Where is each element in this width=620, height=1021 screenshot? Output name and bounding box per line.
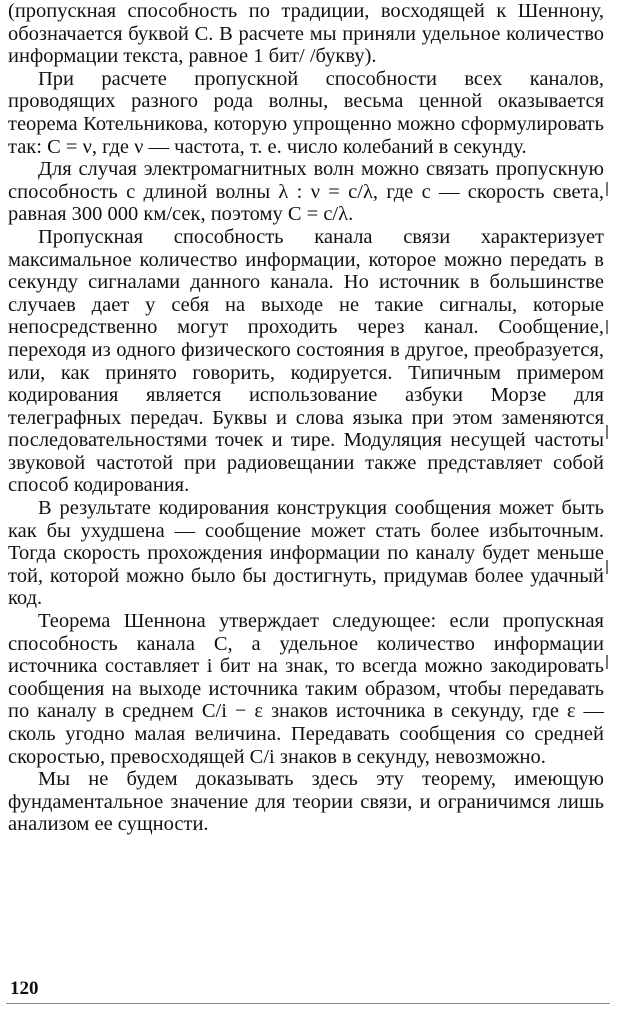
margin-mark <box>606 320 608 334</box>
book-page <box>8 0 604 836</box>
paragraph-7: Мы не будем доказывать здесь эту теорему, имеющую фундаментальное значение для теории связи, и ограничимся лишь анализом ее сущности. <box>8 768 604 836</box>
margin-mark <box>606 655 608 669</box>
paragraph-3: Для случая электромагнитных волн можно связать пропускную способность с длиной волны λ : ν = c/λ, где c — скорость света, равная 300 000 км/сек, поэтому C = c/λ. <box>8 158 604 226</box>
paragraph-5: В результате кодирования конструкция сообщения может быть как бы ухудшена — сообщение может стать более избыточным. Тогда скорость прохождения информации по каналу будет меньше той, которой можно было бы достигнуть, придумав более удачный код. <box>8 497 604 610</box>
paragraph-1: (пропускная способность по традиции, восходящей к Шеннону, обозначается буквой C. В расчете мы приняли удельное количество информации текста, равное 1 бит/ /букву). <box>8 0 604 68</box>
margin-mark <box>606 425 608 439</box>
paragraph-2: При расчете пропускной способности всех каналов, проводящих разного рода волны, весьма ценной оказывается теорема Котельникова, которую упрощенно можно сформулировать так: C = ν, где ν — частота, т. е. число колебаний в секунду. <box>8 67 604 158</box>
paragraph-6: Теорема Шеннона утверждает следующее: если пропускная способность канала C, а удельное количество информации источника составляет i бит на знак, то всегда можно закодировать сообщения на выходе источника таким образом, чтобы передавать по каналу в среднем C/i − ε знаков источника в секунду, где ε — сколь угодно малая величина. Передавать сообщения со средней скоростью, превосходящей C/i знаков в секунду, невозможно. <box>8 610 604 768</box>
bottom-rule <box>6 1003 610 1004</box>
paragraph-4: Пропускная способность канала связи характеризует максимальное количество информации, которое можно передать в секунду сигналами данного канала. Но источник в большинстве случаев дает у себя на выходе не такие сигналы, которые непосредственно могут проходить через канал. Сообщение, переходя из одного физического состояния в другое, преобразуется, или, как принято говорить, кодируется. Типичным примером кодирования является использование азбуки Морзе для телеграфных передач. Буквы и слова языка при этом заменяются последовательностями точек и тире. Модуляция несущей частоты звуковой частотой при радиовещании также представляет собой способ кодирования. <box>8 225 604 497</box>
margin-mark <box>606 182 608 196</box>
page-number: 120 <box>10 978 39 999</box>
margin-mark <box>606 560 608 574</box>
